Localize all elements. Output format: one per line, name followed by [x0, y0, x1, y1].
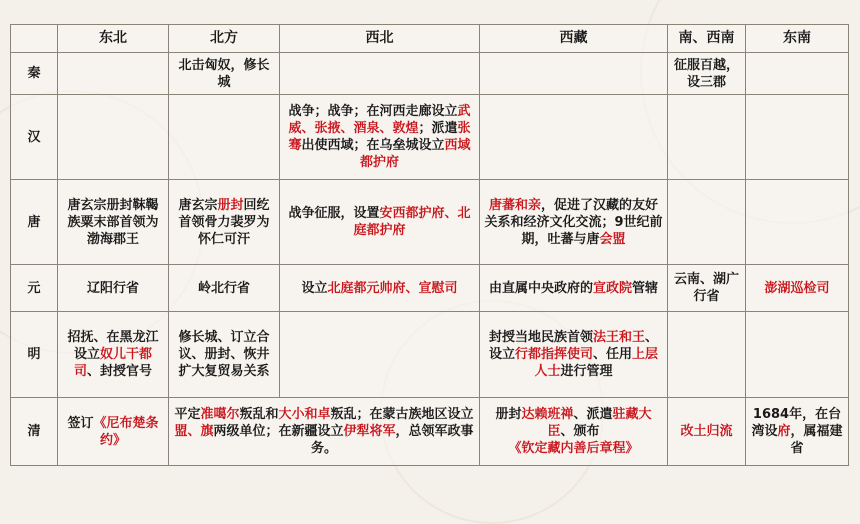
cell-text: 两级单位；在新疆设立 — [213, 424, 344, 439]
cell-text: 、封授官号 — [87, 364, 153, 379]
cell-text: 、任用 — [593, 347, 633, 362]
table-cell — [58, 398, 169, 466]
cell-text: ，总领军政事务。 — [310, 424, 474, 456]
header-south-southwest: 南、西南 — [668, 25, 746, 53]
table-cell — [280, 265, 480, 312]
header-row — [11, 25, 849, 53]
highlight-text: 改土归流 — [680, 424, 733, 439]
highlight-text: 法王和王 — [592, 330, 645, 345]
table-cell — [58, 53, 169, 95]
highlight-text: 会盟 — [599, 231, 626, 247]
history-table — [10, 24, 849, 466]
cell-text: 北击匈奴，修长城 — [178, 57, 270, 90]
table-cell — [746, 398, 849, 466]
table-cell — [280, 312, 480, 398]
highlight-text: 《钦定藏内善后章程》 — [508, 441, 639, 456]
cell-text: 修长城、订立合议、册封、恢井扩大复贸易关系 — [178, 330, 270, 379]
dynasty-cell: 唐 — [11, 180, 58, 265]
table-cell — [668, 95, 746, 180]
highlight-text: 西域都护府 — [359, 138, 471, 170]
table-cell — [746, 312, 849, 398]
table-row — [11, 312, 849, 398]
table-row — [11, 53, 849, 95]
dynasty-cell: 明 — [11, 312, 58, 398]
table-cell — [169, 398, 480, 466]
table-cell — [480, 53, 668, 95]
cell-text: 唐玄宗册封靺鞨族粟末部首领为渤海郡王 — [67, 197, 159, 247]
table-cell — [668, 312, 746, 398]
cell-text: 平定 — [174, 407, 201, 422]
table-cell — [480, 312, 668, 398]
table-cell — [169, 180, 280, 265]
table-cell — [280, 180, 480, 265]
table-row — [11, 95, 849, 180]
table-cell — [746, 53, 849, 95]
cell-text: 1684年，在台湾设 — [751, 407, 842, 439]
highlight-text: 武威、张掖、酒泉、敦煌 — [288, 104, 471, 136]
table-cell — [58, 312, 169, 398]
table-cell — [480, 398, 668, 466]
table-cell — [169, 312, 280, 398]
highlight-text: 驻藏大臣 — [547, 407, 652, 439]
table-cell — [169, 53, 280, 95]
header-northwest: 西北 — [280, 25, 480, 53]
cell-text: 、派遣 — [573, 407, 613, 422]
highlight-text: 《尼布楚条约》 — [93, 415, 159, 448]
cell-text: 战争征服，设置 — [288, 206, 380, 221]
highlight-text: 澎湖巡检司 — [764, 280, 830, 296]
table-row — [11, 398, 849, 466]
table-cell — [169, 265, 280, 312]
cell-text: 封授当地民族首领 — [488, 330, 593, 345]
table-cell — [280, 95, 480, 180]
table-row — [11, 180, 849, 265]
cell-text: 征服百越，设三郡 — [673, 57, 739, 90]
highlight-text: 上层人士 — [534, 347, 659, 379]
highlight-text: 准噶尔 — [200, 407, 240, 422]
table-cell — [58, 95, 169, 180]
highlight-text: 宣政院 — [592, 280, 632, 296]
header-north: 北方 — [169, 25, 280, 53]
cell-text: 回纥首领骨力裴罗为怀仁可汗 — [178, 197, 270, 247]
highlight-text: 府 — [777, 424, 791, 439]
header-tibet: 西藏 — [480, 25, 668, 53]
highlight-text: 行都指挥使司 — [514, 347, 593, 362]
table-cell — [480, 180, 668, 265]
table-cell — [58, 180, 169, 265]
dynasty-cell: 元 — [11, 265, 58, 312]
dynasty-cell: 清 — [11, 398, 58, 466]
header-northeast: 东北 — [58, 25, 169, 53]
highlight-text: 奴儿干都司 — [73, 347, 153, 379]
highlight-text: 张骞 — [288, 121, 471, 153]
cell-text: ，促进了汉藏的友好关系和经济文化交流；9世纪前期，吐蕃与唐 — [484, 197, 663, 247]
highlight-text: 大小和卓 — [278, 407, 331, 422]
cell-text: 出使西域；在乌垒城设立 — [301, 138, 445, 153]
table-cell — [668, 180, 746, 265]
cell-text: 战争；战争；在河西走廊设立 — [288, 104, 458, 119]
highlight-text: 安西都护府、北庭都护府 — [353, 206, 471, 238]
table-cell — [480, 265, 668, 312]
table-cell — [668, 53, 746, 95]
cell-text: 签订 — [67, 415, 94, 431]
cell-text: 唐玄宗 — [178, 197, 218, 213]
table-cell — [169, 95, 280, 180]
table-cell — [746, 95, 849, 180]
highlight-text: 达赖班禅 — [521, 407, 574, 422]
cell-text: 、设立 — [488, 330, 659, 362]
highlight-text: 册封 — [217, 197, 244, 213]
table-cell — [280, 53, 480, 95]
cell-text: 、颁布 — [560, 424, 600, 439]
cell-text: 云南、湖广行省 — [673, 272, 739, 304]
table-cell — [668, 398, 746, 466]
cell-text: ；派遣 — [418, 121, 458, 136]
cell-text: 设立 — [301, 280, 328, 296]
cell-text: 管辖 — [632, 280, 659, 296]
cell-text: 由直属中央政府的 — [488, 280, 593, 296]
cell-text: 招抚、在黑龙江设立 — [67, 330, 159, 362]
highlight-text: 伊犁将军 — [343, 424, 396, 439]
cell-text: 册封 — [495, 407, 522, 422]
cell-text: 叛乱和 — [239, 407, 279, 422]
dynasty-cell: 秦 — [11, 53, 58, 95]
header-corner — [11, 25, 58, 53]
highlight-text: 唐蕃和亲 — [488, 197, 541, 213]
table-cell — [668, 265, 746, 312]
cell-text: 进行管理 — [560, 364, 613, 379]
cell-text: 岭北行省 — [197, 280, 250, 296]
cell-text: 叛乱；在蒙古族地区设立 — [330, 407, 474, 422]
cell-text: 辽阳行省 — [86, 280, 139, 296]
table-cell — [480, 95, 668, 180]
table-cell — [746, 265, 849, 312]
highlight-text: 盟、旗 — [174, 424, 214, 439]
header-southeast: 东南 — [746, 25, 849, 53]
dynasty-cell: 汉 — [11, 95, 58, 180]
cell-text: ，属福建省 — [790, 424, 843, 456]
table-wrapper — [10, 24, 848, 465]
table-cell — [58, 265, 169, 312]
table-cell — [746, 180, 849, 265]
table-row — [11, 265, 849, 312]
highlight-text: 北庭都元帅府、宣慰司 — [327, 280, 458, 296]
